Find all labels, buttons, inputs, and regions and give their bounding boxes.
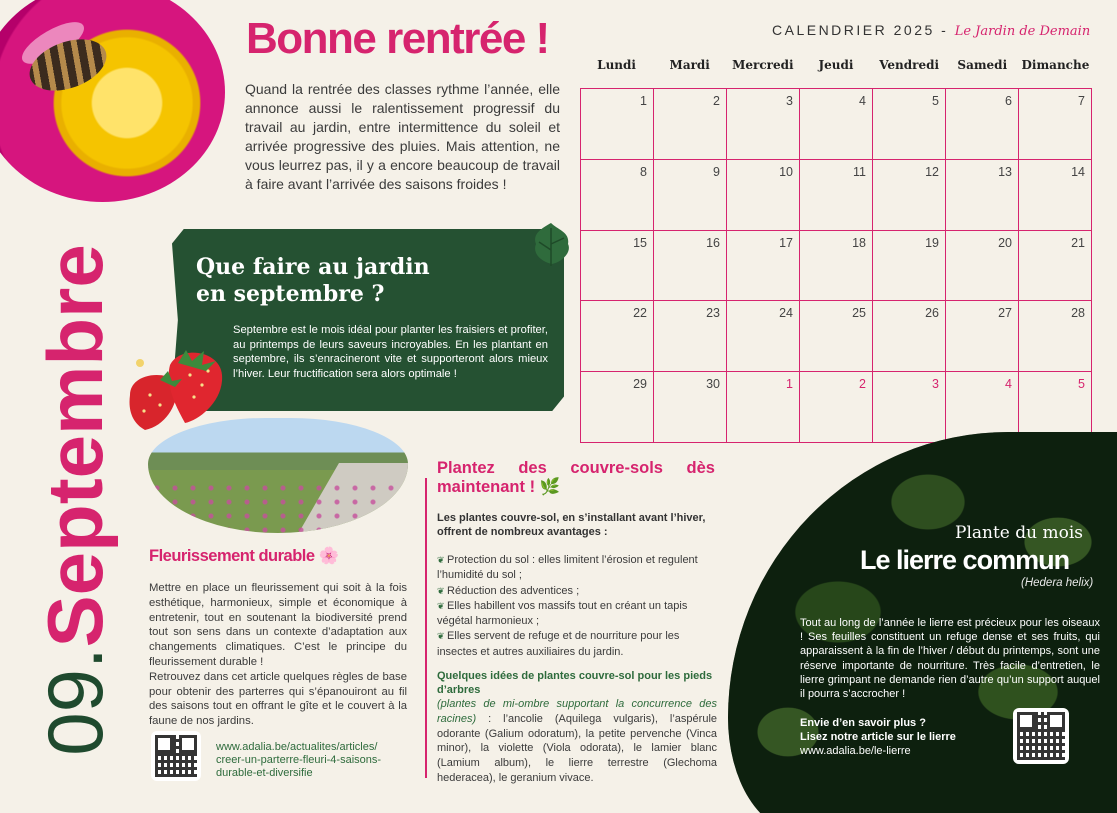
weekday-lundi: Lundi: [597, 58, 636, 72]
list-item: ❦ Elles habillent vos massifs tout en créant un tapis végétal harmonieux ;: [437, 599, 717, 630]
intro-text: Quand la rentrée des classes rythme l’année, elle annonce aussi le ralentissement progressif du travail au jardin, entre intermittence du soleil et arrivée progressive des pluies. Mais attention, ne vous leurrez pas, il y a encore beaucoup de travail à faire avant l’arrivée des saisons froides !: [245, 81, 560, 192]
weekday-vendredi: Vendredi: [879, 58, 940, 72]
weekday-mardi: Mardi: [669, 58, 710, 72]
calendar-day-cell[interactable]: 2: [654, 89, 727, 160]
flowering-title: Fleurissement durable 🌸: [149, 547, 339, 565]
groundcover-ideas: [437, 697, 717, 786]
calendar-weekdays: [580, 58, 1092, 72]
calendar-day-cell[interactable]: 15: [581, 231, 654, 302]
garden-tip-title: [196, 254, 430, 308]
calendar-day-cell[interactable]: 10: [727, 160, 800, 231]
calendar-day-cell[interactable]: 7: [1019, 89, 1092, 160]
strawberry-icon: [120, 335, 230, 435]
calendar-heading: [772, 22, 1090, 39]
garden-tip-text: Septembre est le mois idéal pour planter les fraisiers et profiter, au printemps de leurs saveurs incroyables. En les plantant en septembre, ils s’enracineront vite et supporteront alors mieux l’hiver. Leur fructification sera alors optimale !: [233, 324, 548, 380]
month-number: 09.: [31, 647, 119, 756]
groundcover-title: Plantez des couvre-sols dès: [437, 459, 715, 477]
calendar-grid: [580, 88, 1092, 443]
groundcover-ideas-text: : l’ancolie (Aquilega vulgaris), l’aspérule odorante (Galium odoratum), la petite pervenche (Vinca minor), la violette (Viola odorata), le lamier blanc (Lamium album), le lierre terrestre (Glechoma hederacea), le geranium vivace.: [437, 712, 717, 784]
calendar-day-cell[interactable]: 23: [654, 301, 727, 372]
calendar-day-cell[interactable]: 27: [946, 301, 1019, 372]
plant-latin-name: (Hedera helix): [1021, 577, 1094, 589]
calendar-day-cell[interactable]: 22: [581, 301, 654, 372]
calendar-day-cell[interactable]: 13: [946, 160, 1019, 231]
calendar-day-cell[interactable]: 12: [873, 160, 946, 231]
calendar-day-cell[interactable]: 19: [873, 231, 946, 302]
calendar-day-cell[interactable]: 9: [654, 160, 727, 231]
calendar-day-cell[interactable]: 14: [1019, 160, 1092, 231]
calendar-day-cell[interactable]: 8: [581, 160, 654, 231]
ivy-article-link[interactable]: www.adalia.be/le-lierre: [800, 745, 911, 758]
garden-tip-title-line2: en septembre ?: [196, 281, 385, 307]
cta-line-2: Lisez notre article sur le lierre: [800, 731, 956, 744]
calendar-day-cell[interactable]: 16: [654, 231, 727, 302]
month-name: Septembre: [31, 244, 119, 648]
cta-line-1: Envie d’en savoir plus ?: [800, 717, 926, 729]
groundcover-ideas-note: (plantes de mi-ombre supportant la concurrence des racines): [437, 698, 717, 725]
month-heading: [30, 220, 120, 780]
plant-of-month-label: Plante du mois: [955, 523, 1084, 543]
flowering-paragraph-2: Retrouvez dans cet article quelques règles de base pour obtenir des parterres qui s’épanouiront au fil des saisons tout en offrant le gîte et le couvert à la faune de nos jardins.: [149, 670, 407, 728]
groundcover-ideas-title: Quelques idées de plantes couvre-sol pour les pieds d’arbres: [437, 670, 713, 696]
groundcover-title-line2: maintenant ! 🌿: [437, 478, 561, 496]
flowering-article-link[interactable]: www.adalia.be/actualites/articles/ creer-un-parterre-fleuri-4-saisons- durable-et-diversifie: [216, 741, 382, 779]
calendar-day-cell[interactable]: 6: [946, 89, 1019, 160]
groundcover-benefits: [437, 553, 717, 660]
list-item: ❦ Réduction des adventices ;: [437, 584, 717, 599]
section-divider: [425, 478, 427, 778]
calendar-day-cell[interactable]: 20: [946, 231, 1019, 302]
calendar-day-cell[interactable]: 11: [800, 160, 873, 231]
plant-of-month-name: Le lierre commun: [860, 545, 1070, 575]
calendar-day-cell[interactable]: 3: [873, 372, 946, 443]
calendar-day-cell[interactable]: 5: [1019, 372, 1092, 443]
list-item: ❦ Protection du sol : elles limitent l’érosion et regulent l’humidité du sol ;: [437, 553, 717, 584]
calendar-day-cell[interactable]: 25: [800, 301, 873, 372]
calendar-day-cell[interactable]: 4: [800, 89, 873, 160]
calendar-day-cell[interactable]: 30: [654, 372, 727, 443]
calendar-day-cell[interactable]: 2: [800, 372, 873, 443]
calendar-day-cell[interactable]: 28: [1019, 301, 1092, 372]
plant-cta: [800, 716, 1010, 759]
flowering-text: [149, 581, 407, 729]
calendar-day-cell[interactable]: 17: [727, 231, 800, 302]
weekday-mercredi: Mercredi: [732, 58, 794, 72]
calendar-day-cell[interactable]: 29: [581, 372, 654, 443]
meadow-photo: [148, 418, 408, 533]
qr-code-icon[interactable]: [151, 731, 201, 781]
flowering-paragraph-1: Mettre en place un fleurissement qui soit à la fois esthétique, harmonieux, simple et économique à entretenir, tout en soutenant la biodiversité prend tout son sens dans un contexte d’adaptation aux changements climatiques. C’est le principe du fleurissement durable !: [149, 582, 407, 668]
page-title: Bonne rentrée !: [246, 14, 549, 63]
weekday-dimanche: Dimanche: [1021, 58, 1090, 72]
calendar-day-cell[interactable]: 1: [581, 89, 654, 160]
calendar-day-cell[interactable]: 24: [727, 301, 800, 372]
groundcover-intro: Les plantes couvre-sol, en s’installant avant l’hiver, offrent de nombreux avantages :: [437, 512, 706, 538]
calendar-day-cell[interactable]: 3: [727, 89, 800, 160]
calendar-day-cell[interactable]: 1: [727, 372, 800, 443]
calendar-label: CALENDRIER 2025 -: [772, 22, 955, 38]
qr-code-icon[interactable]: [1013, 708, 1069, 764]
list-item: ❦ Elles servent de refuge et de nourriture pour les insectes et autres auxiliaires du jardin.: [437, 629, 717, 660]
leaf-icon: [528, 220, 574, 270]
garden-tip-title-line1: Que faire au jardin: [196, 254, 430, 280]
calendar-day-cell[interactable]: 4: [946, 372, 1019, 443]
calendar-day-cell[interactable]: 5: [873, 89, 946, 160]
calendar-day-cell[interactable]: 21: [1019, 231, 1092, 302]
weekday-jeudi: Jeudi: [818, 58, 854, 72]
weekday-samedi: Samedi: [957, 58, 1008, 72]
plant-of-month-text: Tout au long de l’année le lierre est précieux pour les oiseaux ! Ses feuilles constituent un refuge dense et ses fruits, qui apparaissent à la fin de l’hiver / début du printemps, sont une réserve importante de nourriture. Très facile d’entretien, le lierre grimpant ne demande rien d’autre qu’un support auquel il pourra s’accrocher !: [800, 617, 1100, 701]
brand-name: Le Jardin de Demain: [954, 24, 1091, 39]
bee-flower-photo: [0, 0, 225, 202]
calendar-day-cell[interactable]: 18: [800, 231, 873, 302]
calendar-day-cell[interactable]: 26: [873, 301, 946, 372]
